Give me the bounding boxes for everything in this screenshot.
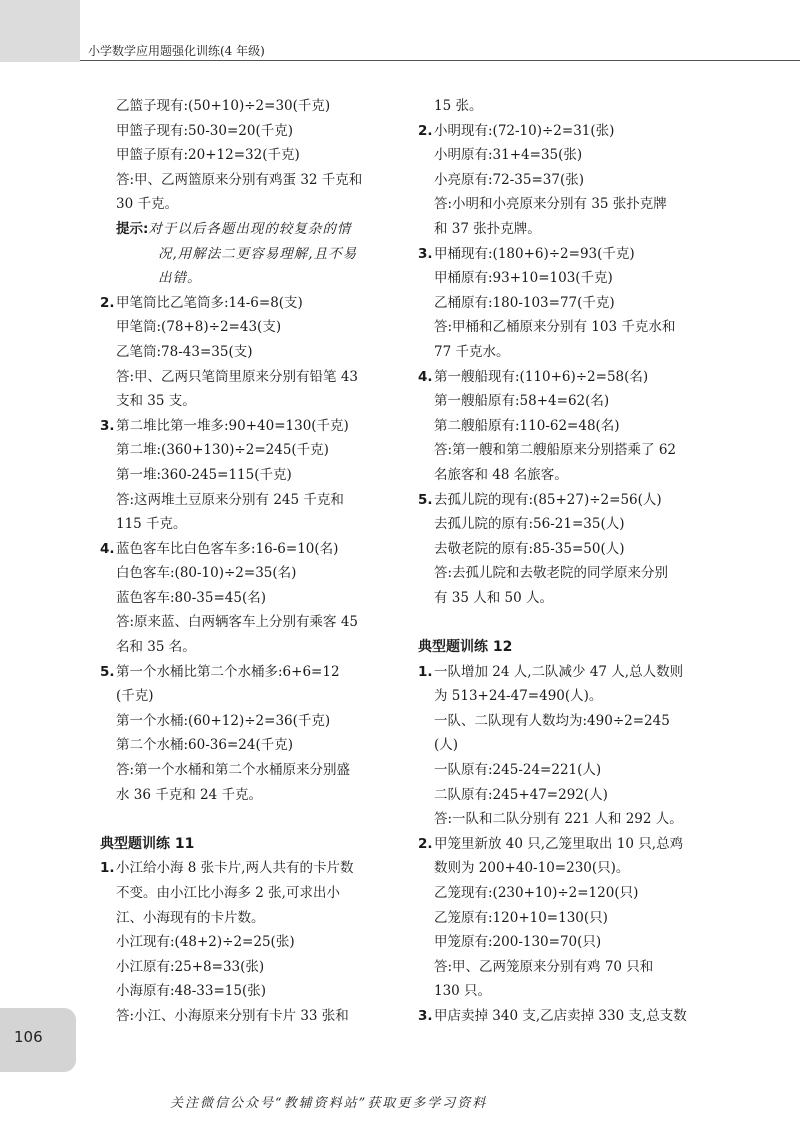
problem-number: 1.: [100, 860, 115, 877]
solution-line: 名旅客和 48 名旅客。: [434, 466, 568, 483]
problem-number: 2.: [418, 122, 433, 139]
solution-line: 第二艘船原有:110-62=48(名): [434, 417, 620, 434]
solution-line: 77 千克水。: [434, 343, 510, 360]
solution-line: 第二堆:(360+130)÷2=245(千克): [116, 442, 329, 459]
solution-text: 第一个水桶比第二个水桶多:6+6=12: [116, 663, 340, 680]
solution-line: 答:第一个水桶和第二个水桶原来分别盛: [116, 762, 351, 779]
solution-line: (人): [434, 737, 459, 754]
solution-line: 答:甲桶和乙桶原来分别有 103 千克水和: [434, 319, 676, 336]
solution-text: 甲笼里新放 40 只,乙笼里取出 10 只,总鸡: [434, 835, 684, 852]
solution-line: 不变。由小江比小海多 2 张,可求出小: [116, 885, 340, 901]
solution-line: 甲篮子原有:20+12=32(千克): [116, 147, 300, 164]
solution-line: 130 只。: [434, 983, 492, 1000]
problem-line: [418, 488, 718, 513]
solution-line: 二队原有:245+47=292(人): [434, 786, 608, 803]
problem-line: [100, 414, 390, 439]
solution-line: 答:甲、乙两只笔筒里原来分别有铅笔 43: [116, 368, 359, 385]
solution-line: 江、小海现有的卡片数。: [116, 909, 265, 926]
header-rule: [80, 60, 800, 61]
solution-line: 15 张。: [434, 98, 483, 114]
solution-text: 甲笔筒比乙笔筒多:14-6=8(支): [116, 294, 303, 311]
solution-line: 小亮原有:72-35=37(张): [434, 171, 584, 188]
solution-line: 甲笼原有:200-130=70(只): [434, 934, 602, 951]
hint-line: [100, 217, 390, 242]
solution-line: 115 千克。: [116, 516, 187, 533]
problem-number: 2.: [100, 294, 115, 311]
solution-line: 答:一队和二队分别有 221 人和 292 人。: [434, 811, 683, 828]
section-heading: 典型题训练 12: [418, 639, 513, 656]
left-column: [100, 94, 390, 1029]
solution-text: 第二堆比第一堆多:90+40=130(千克): [116, 417, 349, 434]
problem-number: 2.: [418, 835, 433, 852]
hint-label: 提示:: [116, 220, 149, 237]
problem-number: 1.: [418, 663, 433, 680]
footer-note: 关注微信公众号“教辅资料站”获取更多学习资料: [170, 1096, 488, 1111]
problem-number: 5.: [100, 663, 115, 680]
solution-line: 答:去孤儿院和去敬老院的同学原来分别: [434, 565, 669, 582]
solution-line: 乙笼现有:(230+10)÷2=120(只): [434, 885, 639, 901]
right-column: [418, 94, 718, 1029]
problem-line: [418, 1004, 718, 1029]
solution-line: 答:小明和小亮原来分别有 35 张扑克牌: [434, 196, 667, 213]
problem-line: [418, 832, 718, 857]
solution-line: 白色客车:(80-10)÷2=35(名): [116, 565, 297, 582]
solution-text: 蓝色客车比白色客车多:16-6=10(名): [116, 540, 339, 557]
solution-line: 答:甲、乙两笼原来分别有鸡 70 只和: [434, 958, 654, 975]
solution-line: 答:小江、小海原来分别有卡片 33 张和: [116, 1007, 349, 1024]
solution-text: 甲桶现有:(180+6)÷2=93(千克): [434, 245, 635, 262]
hint-line: 出错。: [158, 270, 202, 287]
problem-line: [418, 242, 718, 267]
solution-line: 小江现有:(48+2)÷2=25(张): [116, 934, 295, 951]
problem-number: 3.: [100, 417, 115, 434]
solution-line: 蓝色客车:80-35=45(名): [116, 589, 266, 606]
solution-line: 甲篮子现有:50-30=20(千克): [116, 122, 293, 139]
spacer: [100, 807, 390, 832]
hint-text: 对于以后各题出现的较复杂的情: [148, 220, 352, 237]
solution-line: 和 37 张扑克牌。: [434, 220, 541, 237]
problem-number: 3.: [418, 245, 433, 262]
solution-line: 第一艘船原有:58+4=62(名): [434, 393, 610, 410]
solution-line: 乙篮子现有:(50+10)÷2=30(千克): [116, 98, 331, 114]
solution-line: 为 513+24-47=490(人)。: [434, 688, 603, 705]
solution-line: 小江原有:25+8=33(张): [116, 958, 265, 975]
spacer: [418, 610, 718, 635]
problem-number: 3.: [418, 1007, 433, 1024]
solution-line: 第一个水桶:(60+12)÷2=36(千克): [116, 712, 331, 729]
solution-line: 答:甲、乙两篮原来分别有鸡蛋 32 千克和: [116, 171, 363, 188]
problem-number: 4.: [100, 540, 115, 557]
problem-line: [100, 660, 390, 685]
solution-line: 水 36 千克和 24 千克。: [116, 786, 263, 803]
solution-line: 数则为 200+40-10=230(只)。: [434, 860, 630, 877]
solution-line: 第一堆:360-245=115(千克): [116, 466, 292, 483]
header-tab: [0, 0, 80, 62]
solution-text: 第一艘船现有:(110+6)÷2=58(名): [434, 368, 649, 385]
solution-line: 一队、二队现有人数均为:490÷2=245: [434, 712, 670, 729]
solution-line: 答:第一艘和第二艘船原来分别搭乘了 62: [434, 442, 677, 459]
solution-line: (千克): [116, 688, 154, 705]
book-title: 小学数学应用题强化训练(4 年级): [88, 44, 265, 58]
solution-line: 甲笔筒:(78+8)÷2=43(支): [116, 319, 282, 336]
solution-text: 小明现有:(72-10)÷2=31(张): [434, 122, 615, 139]
section-heading: 典型题训练 11: [100, 835, 195, 852]
problem-line: [418, 365, 718, 390]
solution-line: 乙桶原有:180-103=77(千克): [434, 294, 615, 311]
solution-text: 一队增加 24 人,二队减少 47 人,总人数则: [434, 663, 684, 680]
solution-line: 名和 35 名。: [116, 639, 196, 656]
solution-line: 答:原来蓝、白两辆客车上分别有乘客 45: [116, 614, 359, 631]
problem-line: [100, 291, 390, 316]
solution-line: 支和 35 支。: [116, 393, 196, 410]
solution-line: 答:这两堆土豆原来分别有 245 千克和: [116, 491, 344, 508]
solution-line: 乙笔筒:78-43=35(支): [116, 343, 253, 360]
solution-line: 30 千克。: [116, 196, 178, 213]
solution-text: 小江给小海 8 张卡片,两人共有的卡片数: [116, 860, 354, 877]
solution-line: 一队原有:245-24=221(人): [434, 762, 602, 779]
hint-line: 况,用解法二更容易理解,且不易: [158, 245, 358, 262]
problem-number: 4.: [418, 368, 433, 385]
solution-line: 去敬老院的原有:85-35=50(人): [434, 540, 625, 557]
problem-number: 5.: [418, 491, 433, 508]
problem-line: [418, 660, 718, 685]
solution-line: 去孤儿院的原有:56-21=35(人): [434, 516, 625, 533]
solution-line: 小海原有:48-33=15(张): [116, 983, 266, 1000]
solution-line: 第二个水桶:60-36=24(千克): [116, 737, 293, 754]
solution-text: 去孤儿院的现有:(85+27)÷2=56(人): [434, 491, 662, 508]
problem-line: [418, 119, 718, 144]
problem-line: [100, 537, 390, 562]
page-number: 106: [14, 1028, 43, 1046]
solution-text: 甲店卖掉 340 支,乙店卖掉 330 支,总支数: [434, 1007, 687, 1024]
solution-line: 乙笼原有:120+10=130(只): [434, 909, 608, 926]
solution-line: 小明原有:31+4=35(张): [434, 147, 583, 164]
solution-line: 甲桶原有:93+10=103(千克): [434, 270, 613, 287]
problem-line: [100, 856, 390, 881]
solution-line: 有 35 人和 50 人。: [434, 589, 554, 606]
